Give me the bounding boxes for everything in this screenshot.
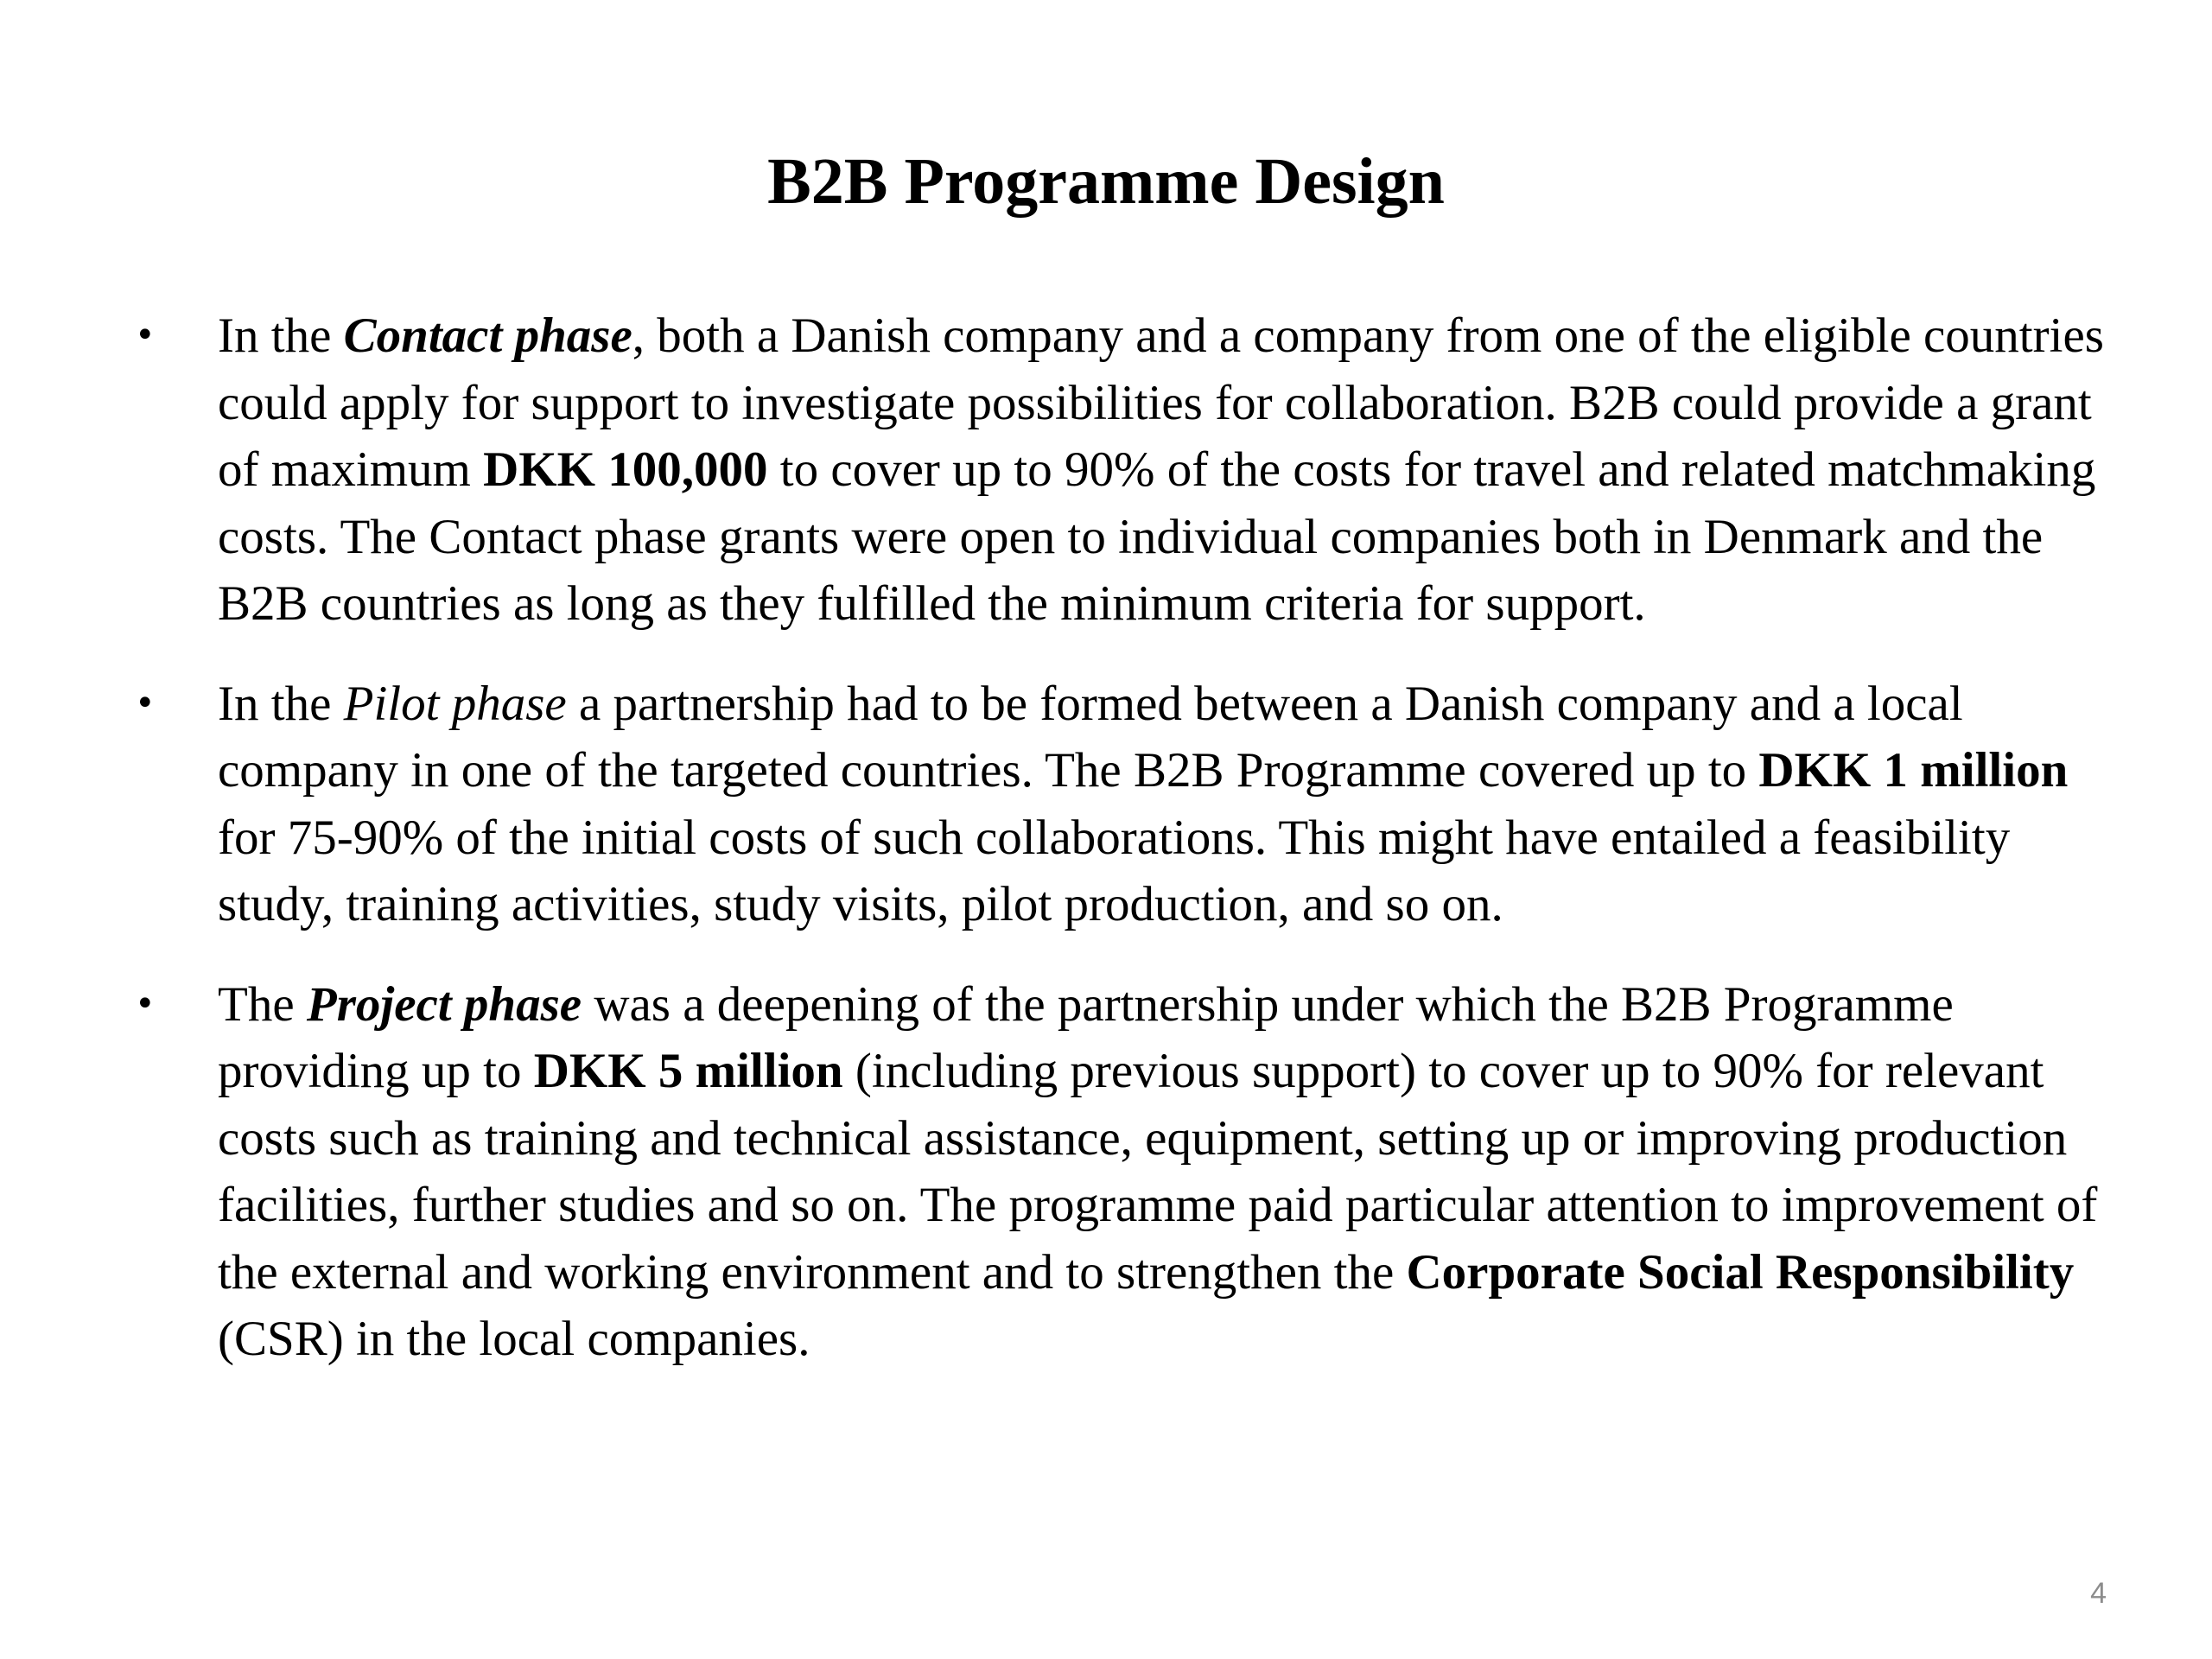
phase-name: Project phase <box>306 976 582 1032</box>
bullet-text-run: to cover up to 90% of the costs for travel and related matchmaking costs. The Contact phase grants were open to individual companies both in Denmark and the B2B countries as long as they fulfilled the minimum criteria for support. <box>218 442 2096 631</box>
grant-amount: DKK 5 million <box>533 1044 843 1098</box>
bullet-text-run: , both a Danish company and a company from one of the eligible countries could apply for support to investigate possibilities for collaboration. B2B could provide a grant of maximum <box>218 308 2104 497</box>
bullet-text-run: was a deepening of the partnership under which the B2B Programme providing up to <box>218 976 1954 1098</box>
bullet-item-pilot-phase <box>130 671 2117 938</box>
bullet-text-run: (CSR) in the local companies. <box>218 1312 810 1366</box>
grant-amount: DKK 100,000 <box>483 442 768 497</box>
bullet-list <box>130 302 2117 1406</box>
bullet-text-run: In the <box>218 308 344 363</box>
phase-name: Contact phase <box>343 308 632 363</box>
phase-name: Pilot phase <box>343 676 567 731</box>
bullet-dot-icon: • <box>135 315 156 355</box>
bullet-text-run: In the <box>218 676 344 731</box>
bullet-item-contact-phase <box>130 302 2117 638</box>
bullet-text-run: for 75-90% of the initial costs of such collaborations. This might have entailed a feasibility study, training activities, study visits, pilot production, and so on. <box>218 810 2011 931</box>
slide-title: B2B Programme Design <box>767 145 1445 218</box>
bullet-dot-icon: • <box>135 983 156 1024</box>
csr-term: Corporate Social Responsibility <box>1406 1244 2075 1300</box>
page-number: 4 <box>2090 1577 2107 1610</box>
bullet-text-run: (including previous support) to cover up to 90% for relevant costs such as training and technical assistance, equipment, setting up or improving production facilities, further studies and so on. The programme paid particular attention to improvement of the external and working environment and to strengthen the <box>218 1044 2098 1300</box>
bullet-text-run: a partnership had to be formed between a Danish company and a local company in one of the targeted countries. The B2B Programme covered up to <box>218 676 1963 798</box>
grant-amount: DKK 1 million <box>1758 743 2069 798</box>
bullet-item-project-phase <box>130 971 2117 1373</box>
bullet-dot-icon: • <box>135 683 156 723</box>
bullet-text-run: The <box>218 976 307 1032</box>
